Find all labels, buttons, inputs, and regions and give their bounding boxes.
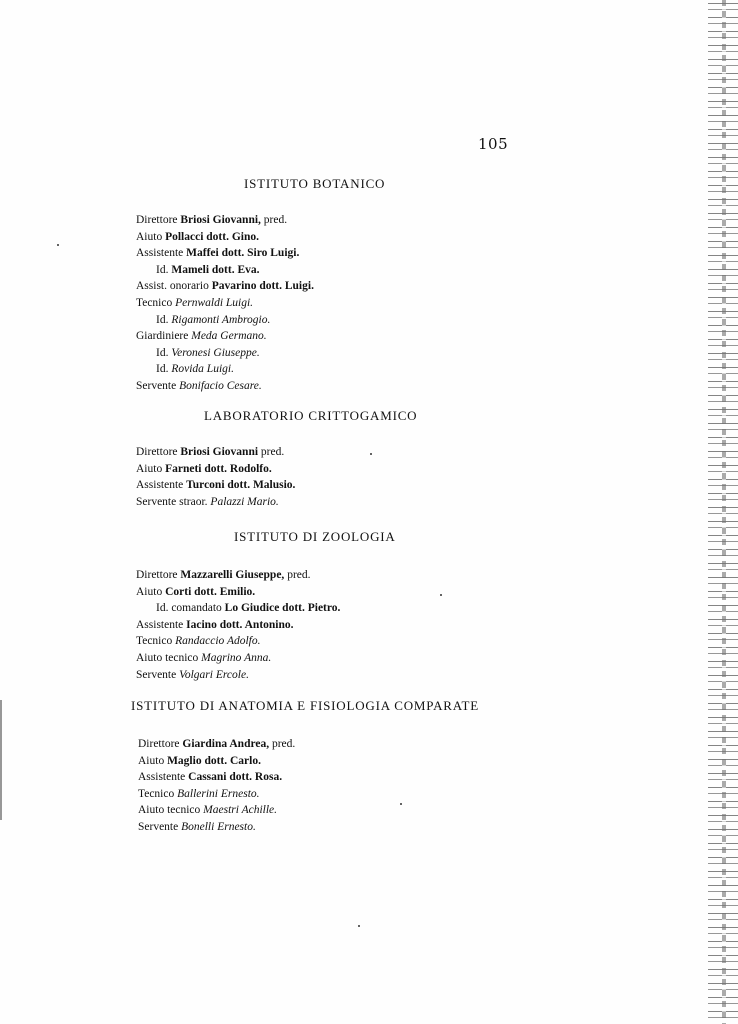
staff-entry bbox=[138, 819, 295, 836]
staff-role: Tecnico bbox=[136, 296, 173, 309]
staff-name: Magrino Anna. bbox=[201, 651, 272, 664]
staff-role: Assistente bbox=[138, 771, 186, 784]
staff-list-laboratorio-crittogamico bbox=[136, 444, 295, 510]
staff-role: Aiuto bbox=[136, 585, 163, 598]
scan-speck bbox=[358, 925, 360, 927]
staff-role: Direttore bbox=[136, 446, 178, 458]
staff-entry bbox=[136, 245, 314, 262]
staff-entry bbox=[136, 584, 340, 601]
staff-role: Tecnico bbox=[136, 635, 173, 648]
staff-entry bbox=[136, 633, 340, 650]
staff-name: Veronesi Giuseppe. bbox=[171, 346, 260, 359]
staff-entry bbox=[136, 617, 340, 634]
staff-role: Servente straor. bbox=[136, 495, 208, 508]
staff-entry bbox=[138, 769, 295, 786]
staff-entry bbox=[136, 567, 340, 584]
staff-entry bbox=[136, 278, 314, 295]
staff-name: Turconi dott. Malusio. bbox=[186, 479, 296, 492]
staff-role: Aiuto tecnico bbox=[136, 651, 199, 664]
staff-name: Maffei dott. Siro Luigi. bbox=[186, 247, 300, 260]
staff-role: Id. bbox=[156, 313, 169, 326]
staff-role: Assistente bbox=[136, 247, 184, 260]
staff-entry bbox=[136, 262, 314, 279]
staff-name: Ballerini Ernesto. bbox=[177, 787, 260, 800]
staff-name: Bonelli Ernesto. bbox=[181, 820, 256, 833]
staff-entry bbox=[138, 802, 295, 819]
staff-name: Volgari Ercole. bbox=[179, 668, 249, 681]
section-title-istituto-botanico: ISTITUTO BOTANICO bbox=[244, 176, 386, 191]
section-title-istituto-anatomia: ISTITUTO DI ANATOMIA E FISIOLOGIA COMPARATE bbox=[131, 698, 479, 713]
staff-entry bbox=[136, 328, 314, 345]
staff-entry bbox=[136, 295, 314, 312]
staff-name: Meda Germano. bbox=[191, 330, 267, 343]
page-edge-shadow bbox=[708, 0, 738, 1024]
staff-name: Giardina Andrea, bbox=[182, 738, 270, 750]
staff-entry bbox=[136, 650, 340, 667]
staff-list-istituto-zoologia bbox=[136, 567, 340, 683]
staff-suffix: pred. bbox=[271, 738, 296, 750]
staff-entry bbox=[138, 753, 295, 770]
staff-entry bbox=[136, 477, 295, 494]
section-title-laboratorio-crittogamico: LABORATORIO CRITTOGAMICO bbox=[204, 408, 418, 423]
section-title-istituto-zoologia: ISTITUTO DI ZOOLOGIA bbox=[234, 529, 396, 544]
staff-name: Rigamonti Ambrogio. bbox=[171, 313, 271, 326]
staff-role: Aiuto tecnico bbox=[138, 804, 201, 817]
staff-entry bbox=[136, 494, 295, 511]
staff-role: Tecnico bbox=[138, 787, 175, 800]
binding-mark bbox=[0, 700, 6, 820]
staff-name: Farneti dott. Rodolfo. bbox=[165, 462, 272, 475]
staff-name: Mazzarelli Giuseppe, bbox=[180, 569, 285, 581]
scan-speck bbox=[440, 594, 442, 596]
staff-entry bbox=[136, 461, 295, 478]
staff-name: Corti dott. Emilio. bbox=[165, 585, 256, 598]
staff-role: Id. bbox=[156, 263, 169, 276]
staff-role: Giardiniere bbox=[136, 330, 189, 343]
staff-name: Briosi Giovanni bbox=[180, 446, 259, 458]
staff-name: Iacino dott. Antonino. bbox=[186, 618, 294, 631]
staff-name: Randaccio Adolfo. bbox=[175, 635, 261, 648]
staff-role: Direttore bbox=[138, 738, 180, 750]
staff-role: Direttore bbox=[136, 569, 178, 581]
staff-name: Maglio dott. Carlo. bbox=[167, 754, 261, 767]
staff-role: Aiuto bbox=[136, 462, 163, 475]
staff-name: Rovida Luigi. bbox=[171, 363, 234, 376]
staff-name: Cassani dott. Rosa. bbox=[188, 771, 283, 784]
staff-name: Mameli dott. Eva. bbox=[171, 263, 260, 276]
staff-list-istituto-anatomia bbox=[138, 736, 295, 836]
staff-entry bbox=[136, 212, 314, 229]
staff-role: Assistente bbox=[136, 479, 184, 492]
page-number: 105 bbox=[478, 135, 509, 153]
staff-role: Servente bbox=[136, 379, 177, 392]
staff-suffix: pred. bbox=[263, 214, 288, 226]
staff-role: Servente bbox=[138, 820, 179, 833]
staff-suffix: pred. bbox=[260, 446, 285, 458]
staff-name: Maestri Achille. bbox=[203, 804, 278, 817]
staff-suffix: pred. bbox=[287, 569, 311, 581]
staff-name: Pollacci dott. Gino. bbox=[165, 230, 259, 243]
scan-speck bbox=[400, 803, 402, 805]
staff-name: Palazzi Mario. bbox=[210, 495, 279, 508]
scan-speck bbox=[370, 453, 372, 455]
staff-entry bbox=[136, 444, 295, 461]
staff-name: Pernwaldi Luigi. bbox=[175, 296, 254, 309]
staff-entry bbox=[138, 736, 295, 753]
staff-name: Bonifacio Cesare. bbox=[179, 379, 262, 392]
staff-entry bbox=[136, 229, 314, 246]
scan-speck bbox=[57, 244, 59, 246]
staff-name: Lo Giudice dott. Pietro. bbox=[224, 602, 341, 615]
staff-role: Id. comandato bbox=[156, 602, 222, 615]
staff-entry bbox=[138, 786, 295, 803]
staff-entry bbox=[136, 345, 314, 362]
staff-entry bbox=[136, 361, 314, 378]
staff-role: Id. bbox=[156, 363, 169, 376]
staff-entry bbox=[136, 667, 340, 684]
staff-role: Id. bbox=[156, 346, 169, 359]
staff-role: Assist. onorario bbox=[136, 280, 209, 293]
staff-list-istituto-botanico bbox=[136, 212, 314, 395]
staff-entry bbox=[136, 312, 314, 329]
staff-role: Servente bbox=[136, 668, 177, 681]
staff-role: Direttore bbox=[136, 214, 178, 226]
staff-entry bbox=[136, 378, 314, 395]
staff-role: Aiuto bbox=[136, 230, 163, 243]
staff-role: Aiuto bbox=[138, 754, 165, 767]
staff-name: Briosi Giovanni, bbox=[180, 214, 261, 226]
staff-role: Assistente bbox=[136, 618, 184, 631]
staff-name: Pavarino dott. Luigi. bbox=[211, 280, 314, 293]
staff-entry bbox=[136, 600, 340, 617]
